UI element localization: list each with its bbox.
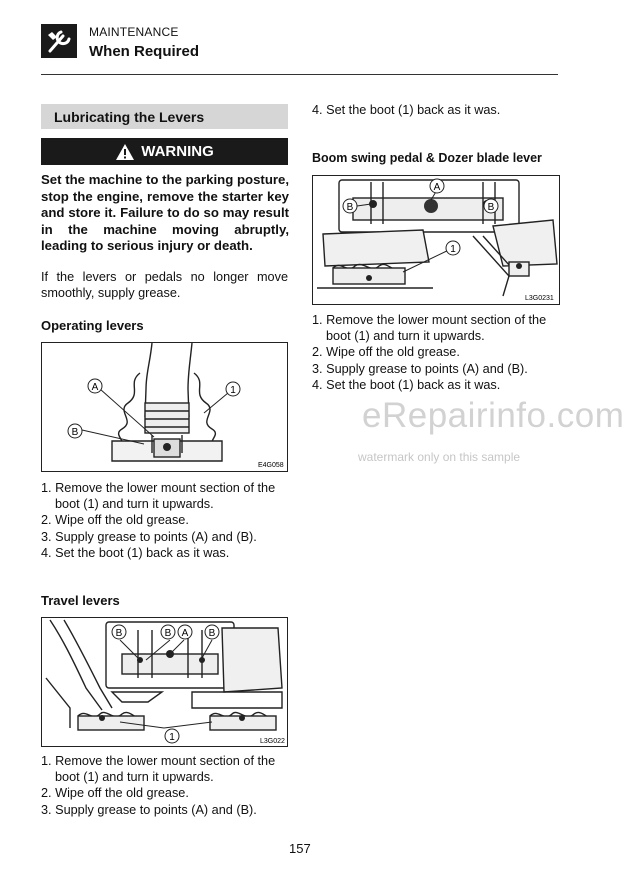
label-b: B [71,427,79,438]
right-top-step: 4. Set the boot (1) back as it was. [312,103,501,117]
boom-swing-steps [312,312,560,393]
operating-levers-title: Operating levers [41,318,144,333]
boom-swing-title: Boom swing pedal & Dozer blade lever [312,151,542,165]
page-number: 157 [289,841,311,856]
warning-banner [41,138,288,165]
warning-text: Set the machine to the parking posture, stop the engine, remove the starter key and store it. Failure to do so may result in the machine moving abruptly, leading to serious injury or death. [41,172,289,254]
list-item: 1. Remove the lower mount section of the boot (1) and turn it upwards. [312,313,547,344]
list-item: 2. Wipe off the old grease. [312,345,460,360]
list-item: 2. Wipe off the old grease. [41,513,189,528]
figure-code: E4G058 [258,462,284,469]
intro-text: If the levers or pedals no longer move smoothly, supply grease. [41,270,288,301]
label-b: B [487,202,495,213]
label-1: 1 [169,732,175,743]
travel-steps [41,753,288,818]
list-item: 3. Supply grease to points (A) and (B). [312,361,528,376]
list-item: 1. Remove the lower mount section of the boot (1) and turn it upwards. [41,754,276,785]
label-b: B [346,202,354,213]
warning-label: WARNING [141,143,214,160]
label-1: 1 [450,244,456,255]
label-a: A [433,182,441,193]
header-divider [41,74,558,75]
label-1: 1 [230,385,236,396]
label-b: B [115,628,123,639]
operating-levers-figure [41,342,288,472]
label-a: A [91,382,99,393]
section-title: Lubricating the Levers [54,109,205,125]
label-b: B [164,628,172,639]
warning-triangle-icon [115,143,135,161]
list-item: 3. Supply grease to points (A) and (B). [41,529,257,544]
boom-swing-figure [312,175,560,305]
boom-swing-diagram [313,176,559,304]
label-b: B [208,628,216,639]
watermark-note: watermark only on this sample [358,450,521,464]
list-item: 3. Supply grease to points (A) and (B). [41,802,257,817]
label-a: A [181,628,189,639]
header-category: MAINTENANCE [89,25,179,39]
travel-levers-diagram [42,618,287,746]
travel-levers-figure [41,617,288,747]
travel-levers-title: Travel levers [41,593,120,608]
operating-levers-diagram [42,343,287,471]
operating-steps [41,480,288,561]
list-item: 2. Wipe off the old grease. [41,786,189,801]
watermark-site: eRepairinfo.com [362,396,624,435]
list-item: 4. Set the boot (1) back as it was. [41,545,230,560]
list-item: 4. Set the boot (1) back as it was. [312,377,501,392]
wrench-maintenance-icon [41,24,77,58]
header-title: When Required [89,43,200,60]
figure-code: L3G0231 [525,295,554,302]
figure-code: L3G022 [260,738,285,745]
list-item: 1. Remove the lower mount section of the boot (1) and turn it upwards. [41,481,276,512]
